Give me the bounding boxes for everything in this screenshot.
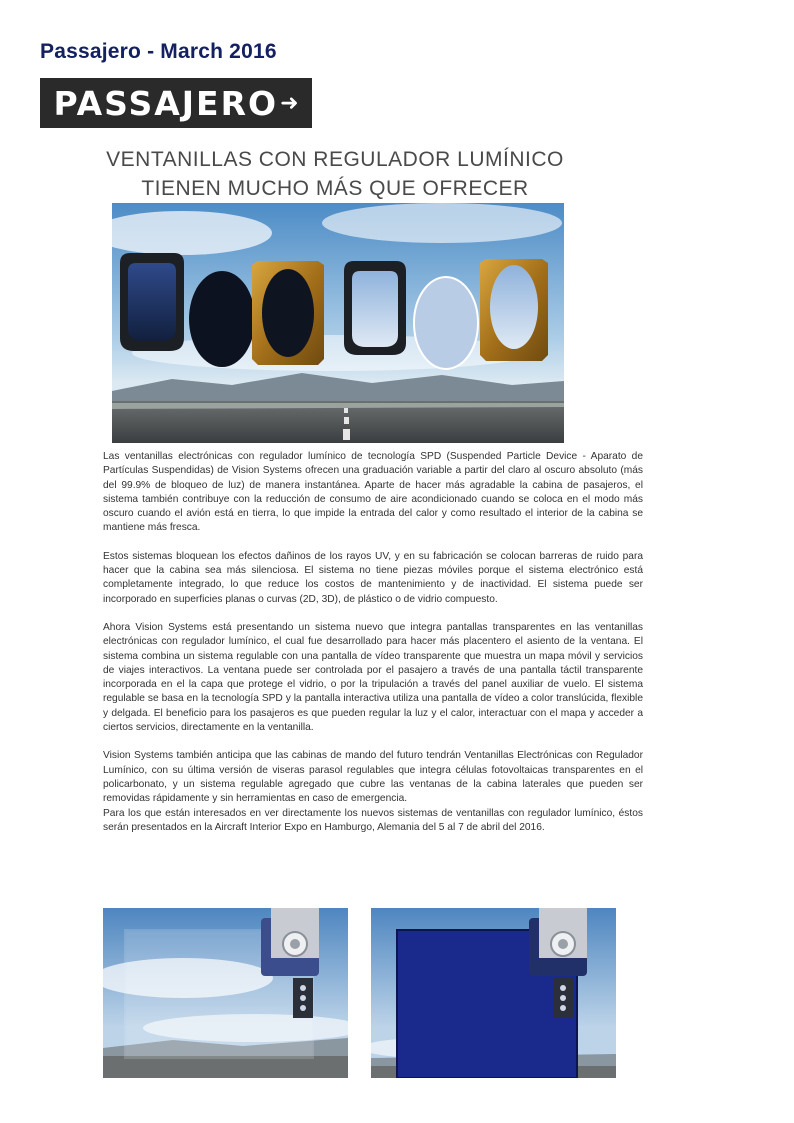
publication-title: Passajero - March 2016 (40, 40, 277, 63)
logo-wordmark: PASSAJERO (53, 83, 279, 123)
article-body (103, 450, 643, 849)
photo-cockpit-visor-dark (371, 908, 616, 1078)
article-paragraph: Vision Systems también anticipa que las cabinas de mando del futuro tendrán Ventanillas Electrónicas con Regulador Lumínico, con su última versión de viseras parasol regulables que integra células fotovoltaicas transparentes en el policarbonato, y un sistema regulable agregado que cubre las ventanas de la cabina laterales que pueden ser removidas rápidamente y sin herramientas en caso de emergencia. (103, 750, 643, 805)
article-paragraph: Estos sistemas bloquean los efectos dañinos de los rayos UV, y en su fabricación se colocan barreras de ruido para hacer que la cabina sea más silenciosa. El sistema no tiene piezas móviles porque el sistema electrónico está completamente integrado, lo que reduce los costos de mantenimiento y de inactividad. El sistema puede ser incorporado en superficies planas o curvas (2D, 3D), de plástico o de vidrio compuesto. (103, 550, 643, 605)
photo-cockpit-visor-clear (103, 908, 348, 1078)
article-paragraph: Ahora Vision Systems está presentando un sistema nuevo que integra pantallas transparentes en las ventanillas electrónicas con regulador lumínico, el cual fue desarrollado para hacer más placentero el asiento de la ventana. El sistema combina un sistema regulable con una pantalla de vídeo transparente que muestra un mapa móvil y servicios de viajes interactivos. La ventana puede ser controlada por el pasajero a través de una pantalla táctil transparente incorporada en el la capa que protege el vidrio, o por la tripulación a través del panel auxiliar de vuelo. El sistema regulable se basa en la tecnología SPD y la pantalla interactiva utiliza una pantalla de vídeo a color translúcida, flexible y delgada. El beneficio para los pasajeros es que pueden regular la luz y el calor, interactuar con el mapa y acceder a ciertos servicios, directamente en la ventanilla. (103, 621, 643, 734)
article-paragraph: Las ventanillas electrónicas con regulador lumínico de tecnología SPD (Suspended Particle Device - Aparato de Partículas Suspendidas) de Vision Systems ofrecen una graduación variable a partir del claro al oscuro absoluto (más del 99.9% de bloqueo de luz) de manera instantánea. Aparte de hacer más agradable la cabina de pasajeros, el sistema también contribuye con la reducción de consumo de aire acondicionado cuando se coloca en el modo más oscuro cuando el avión está en tierra, lo que impide la entrada del calor y como resultado el interior de la cabina se mantiene más fresca. (103, 451, 643, 534)
passajero-logo (40, 78, 312, 128)
article-headline (100, 145, 570, 203)
headline-line-2: TIENEN MUCHO MÁS QUE OFRECER (141, 177, 529, 200)
airplane-arrow-icon: ➜ (280, 90, 299, 115)
article-paragraph: Para los que están interesados en ver directamente los nuevos sistemas de ventanillas con regulador lumínico, éstos serán presentados en la Aircraft Interior Expo en Hamburgo, Alemania del 5 al 7 de abril del 2016. (103, 807, 643, 833)
hero-image-window-shades (112, 203, 564, 443)
headline-line-1: VENTANILLAS CON REGULADOR LUMÍNICO (106, 148, 564, 171)
